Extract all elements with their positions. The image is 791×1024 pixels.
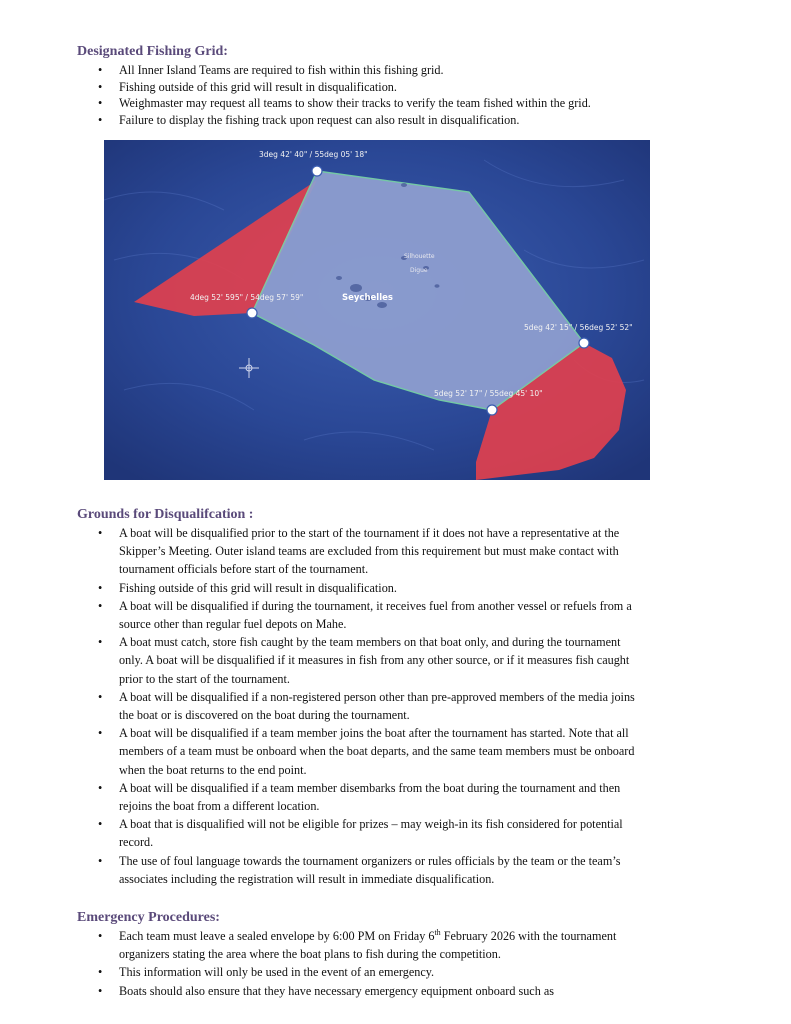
map-label-right: 5deg 42' 15" / 56deg 52' 52" (524, 323, 633, 332)
list-item: • A boat will be disqualified if a non-registered person other than pre-approved members of the media joins the boat or is discovered on the boat during the tournament. (95, 688, 635, 724)
list-item: • Boats should also ensure that they have necessary emergency equipment onboard such as (95, 982, 635, 1000)
grid-section-heading: Designated Fishing Grid: (77, 44, 228, 59)
map-svg (104, 140, 650, 480)
list-item: • All Inner Island Teams are required to fish within this fishing grid. (95, 62, 695, 79)
ordinal-suffix: th (434, 927, 441, 937)
dq-section-heading: Grounds for Disqualifcation : (77, 507, 254, 522)
list-item: • Failure to display the fishing track upon request can also result in disqualification. (95, 112, 695, 129)
list-item: • A boat will be disqualified if during the tournament, it receives fuel from another vessel or refuels from a source other than regular fuel depots on Mahe. (95, 597, 635, 633)
list-item: • Fishing outside of this grid will result in disqualification. (95, 579, 635, 597)
emergency-item-1-after: February 2026 with the tournament organizers stating the area where the boat plans to fish during the competition. (119, 929, 617, 962)
grid-rules-list (95, 62, 695, 128)
list-item (95, 927, 635, 963)
list-item: • A boat will be disqualified if a team member disembarks from the boat during the tournament and then rejoins the boat from a different location. (95, 779, 635, 815)
emergency-section-heading: Emergency Procedures: (77, 910, 220, 925)
place-label-seychelles: Seychelles (342, 293, 393, 303)
emergency-item-1-before: Each team must leave a sealed envelope by 6:00 PM on Friday 6 (119, 929, 435, 943)
fishing-grid-map (104, 140, 650, 480)
list-item: • A boat will be disqualified if a team member joins the boat after the tournament has started. Note that all members of a team must be onboard when the boat departs, and the same team members must be onboard when the boat returns to the end point. (95, 724, 635, 779)
list-item: • The use of foul language towards the tournament organizers or rules officials by the team or the team’s associates including the registration will result in immediate disqualification. (95, 852, 635, 888)
map-label-left: 4deg 52' 595" / 54deg 57' 59" (190, 293, 304, 302)
list-item: • Weighmaster may request all teams to show their tracks to verify the team fished within the grid. (95, 95, 695, 112)
list-item: • This information will only be used in the event of an emergency. (95, 963, 635, 981)
emergency-list (95, 927, 635, 1000)
dq-rules-list (95, 524, 635, 888)
list-item: • A boat that is disqualified will not be eligible for prizes – may weigh-in its fish considered for potential record. (95, 815, 635, 851)
list-item: • A boat must catch, store fish caught by the team members on that boat only, and during the tournament only. A boat will be disqualified if it measures in fish from any other source, or if it measures fish caught prior to the start of the tournament. (95, 633, 635, 688)
island-label-a: Silhouette (404, 253, 435, 260)
list-item: • A boat will be disqualified prior to the start of the tournament if it does not have a representative at the Skipper’s Meeting. Outer island teams are excluded from this requirement but must make contact with tournament officials before start of the tournament. (95, 524, 635, 579)
map-label-top: 3deg 42' 40" / 55deg 05' 18" (259, 150, 368, 159)
list-item: • Fishing outside of this grid will result in disqualification. (95, 79, 695, 96)
island-label-b: Digue (410, 267, 428, 274)
map-label-bottom: 5deg 52' 17" / 55deg 45' 10" (434, 389, 543, 398)
